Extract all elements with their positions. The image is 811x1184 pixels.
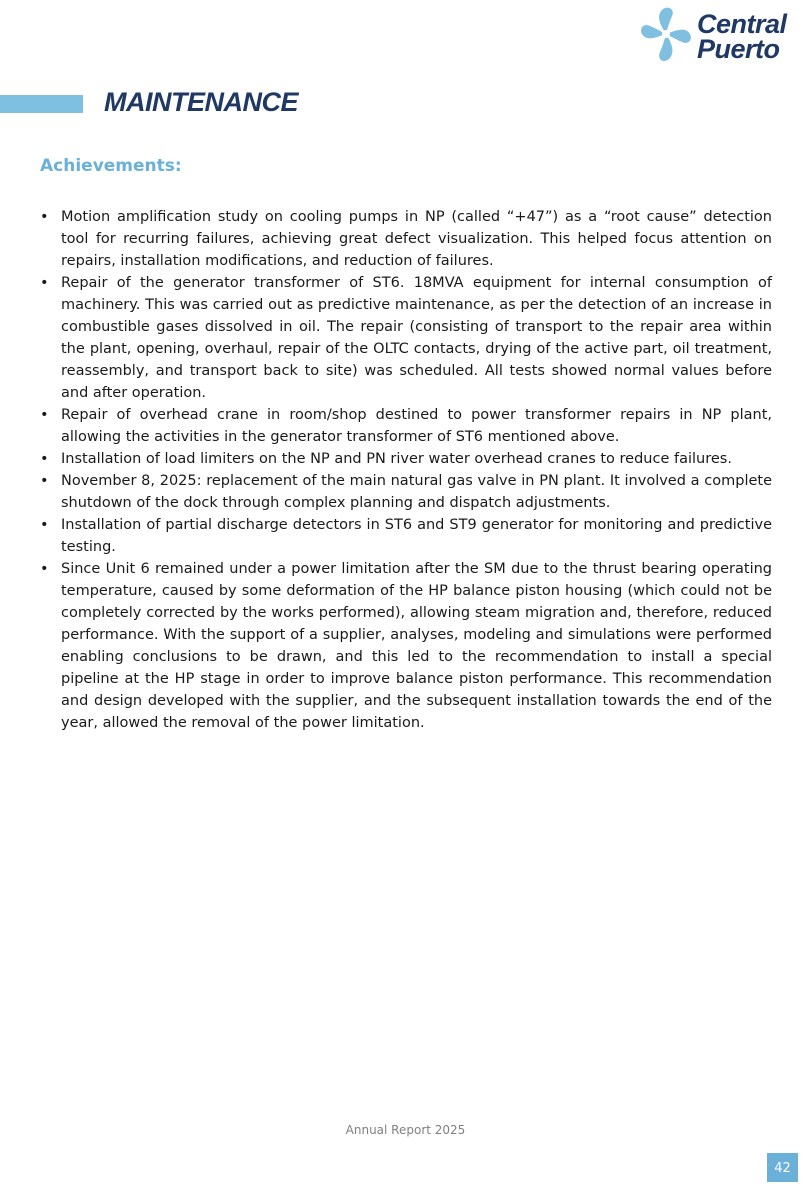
- brand-logo: [639, 6, 804, 68]
- list-item: • Installation of partial discharge detectors in ST6 and ST9 generator for monitoring and predictive testing.: [40, 514, 772, 558]
- list-item: • November 8, 2025: replacement of the main natural gas valve in PN plant. It involved a complete shutdown of the dock through complex planning and dispatch adjustments.: [40, 470, 772, 514]
- list-item: • Motion amplification study on cooling pumps in NP (called “+47”) as a “root cause” detection tool for recurring failures, achieving great defect visualization. This helped focus attention on repairs, installation modifications, and reduction of failures.: [40, 206, 772, 272]
- list-item: • Repair of the generator transformer of ST6. 18MVA equipment for internal consumption of machinery. This was carried out as predictive maintenance, as per the detection of an increase in combustible gases dissolved in oil. The repair (consisting of transport to the repair area within the plant, opening, overhaul, repair of the OLTC contacts, drying of the active part, oil treatment, reassembly, and transport back to site) was scheduled. All tests showed normal values before and after operation.: [40, 272, 772, 404]
- section-subtitle: Achievements:: [40, 156, 182, 176]
- achievements-list: [40, 206, 772, 734]
- title-accent-bar: [0, 95, 83, 113]
- brand-name-line2: Puerto: [697, 34, 780, 64]
- list-item: • Since Unit 6 remained under a power limitation after the SM due to the thrust bearing operating temperature, caused by some deformation of the HP balance piston housing (which could not be completely corrected by the works performed), allowing steam migration and, therefore, reduced performance. With the support of a supplier, analyses, modeling and simulations were performed enabling conclusions to be drawn, and this led to the recommendation to install a special pipeline at the HP stage in order to improve balance piston performance. This recommendation and design developed with the supplier, and the subsequent installation towards the end of the year, allowed the removal of the power limitation.: [40, 558, 772, 734]
- list-item: • Installation of load limiters on the NP and PN river water overhead cranes to reduce failures.: [40, 448, 772, 470]
- page-title: MAINTENANCE: [104, 87, 298, 117]
- turbine-logo-icon: [639, 6, 693, 66]
- list-item: • Repair of overhead crane in room/shop destined to power transformer repairs in NP plant, allowing the activities in the generator transformer of ST6 mentioned above.: [40, 404, 772, 448]
- page-number: 42: [767, 1153, 798, 1182]
- brand-name-line1: Central: [697, 9, 787, 39]
- footer-text: Annual Report 2025: [345, 1123, 466, 1137]
